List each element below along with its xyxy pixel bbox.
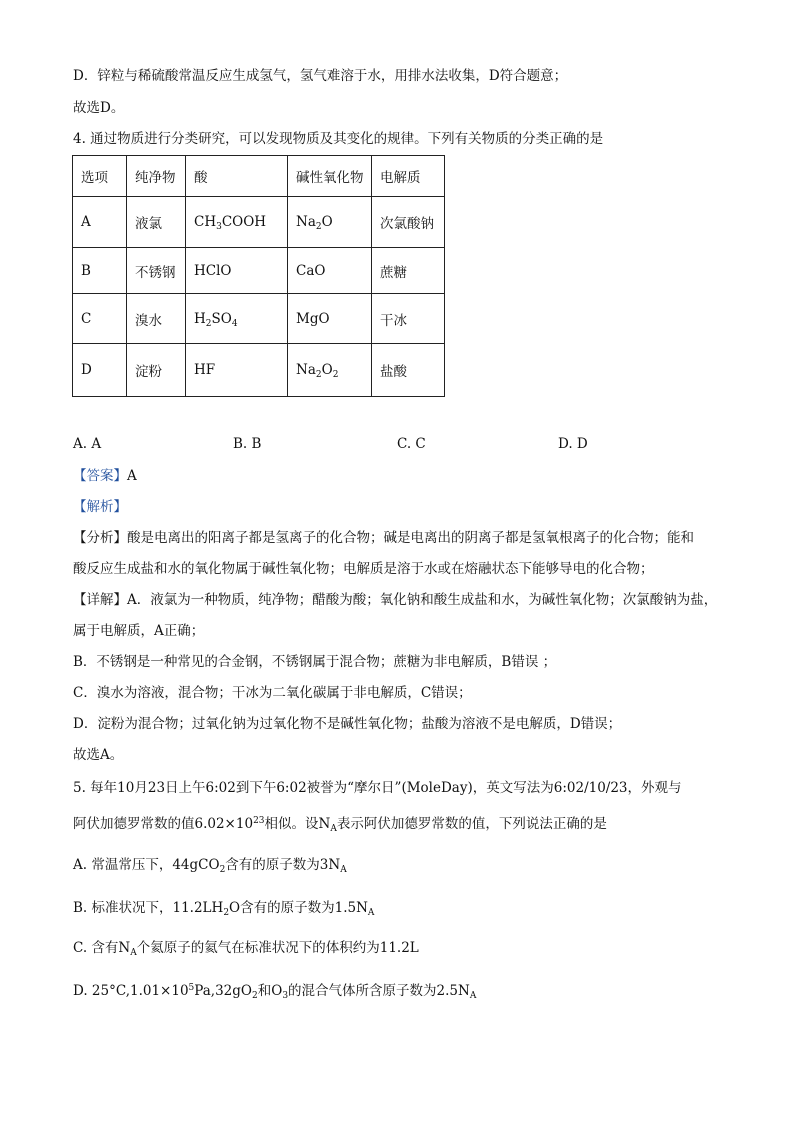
formula-text: Na <box>296 214 316 230</box>
option-text: D. 25°C,1.01×10 <box>73 983 189 999</box>
option-text: C. 含有N <box>73 940 131 956</box>
basic-oxide-cell: MgO <box>288 294 372 344</box>
electrolyte-cell: 盐酸 <box>372 344 445 397</box>
table-row <box>73 294 445 344</box>
stem-subscript: A <box>330 824 337 834</box>
stem-text: 阿伏加德罗常数的值6.02×10 <box>73 816 254 832</box>
q5-option-a <box>73 855 347 875</box>
acid-cell <box>186 294 288 344</box>
pure-substance-cell: 淀粉 <box>127 344 186 397</box>
option-text: 和O <box>257 983 283 999</box>
answer-label: 【答案】 <box>73 468 127 484</box>
option-text: 的混合气体所含原子数为2.5N <box>288 983 470 999</box>
q3-conclusion: 故选D。 <box>73 100 125 116</box>
formula-text: SO <box>211 310 232 327</box>
acid-cell: HClO <box>186 248 288 294</box>
option-subscript: 2 <box>219 865 226 875</box>
formula-subscript: 3 <box>216 222 222 232</box>
option-subscript: A <box>367 908 375 918</box>
formula-subscript: 2 <box>332 370 339 380</box>
pure-substance-cell: 液氯 <box>127 197 186 248</box>
xiangjie-line: 故选A。 <box>73 747 124 763</box>
pure-substance-cell: 不锈钢 <box>127 248 186 294</box>
q5-stem-line2 <box>73 814 607 834</box>
answer-line <box>73 466 137 486</box>
acid-cell <box>186 197 288 248</box>
table-row <box>73 197 445 248</box>
option-text: 个氦原子的氦气在标准状况下的体积约为11.2L <box>136 940 419 956</box>
formula-subscript: 2 <box>205 318 212 329</box>
electrolyte-cell: 干冰 <box>372 294 445 344</box>
option-cell: D <box>73 344 127 397</box>
stem-text: 相似。设N <box>264 816 331 832</box>
answer-value: A <box>127 468 137 484</box>
formula-subscript: 2 <box>315 370 322 380</box>
q5-stem-line1: 5. 每年10月23日上午6:02到下午6:02被誉为“摩尔日”(MoleDay)，英文写法为6:02/10/23，外观与 <box>73 780 682 796</box>
option-cell: A <box>73 197 127 248</box>
xiangjie-line: 属于电解质，A正确； <box>73 623 205 639</box>
xiangjie-line: 【详解】A．液氯为一种物质，纯净物；醋酸为酸；氧化钠和酸生成盐和水，为碱性氧化物；次氯酸钠为盐， <box>73 592 718 608</box>
q5-option-b <box>73 898 374 918</box>
option-text: Pa,32gO <box>194 983 252 999</box>
table-header-row <box>73 156 445 197</box>
q4-stem: 4. 通过物质进行分类研究，可以发现物质及其变化的规律。下列有关物质的分类正确的是 <box>73 131 604 147</box>
table-row <box>73 248 445 294</box>
fenxi-line: 酸反应生成盐和水的氧化物属于碱性氧化物；电解质是溶于水或在熔融状态下能够导电的化合物； <box>73 561 654 577</box>
option-cell: B <box>73 248 127 294</box>
formula-subscript: 4 <box>231 318 238 329</box>
acid-cell: HF <box>186 344 288 397</box>
formula-text: CH <box>194 214 217 230</box>
basic-oxide-cell <box>288 197 372 248</box>
xiangjie-line: D．淀粉为混合物；过氧化钠为过氧化物不是碱性氧化物；盐酸为溶液不是电解质，D错误； <box>73 716 622 732</box>
analysis-label: 【解析】 <box>73 499 127 515</box>
formula-text: Na <box>296 362 316 378</box>
q4-option-b: B. B <box>233 436 262 452</box>
formula-subscript: 2 <box>315 222 322 232</box>
table-row <box>73 344 445 397</box>
xiangjie-line: C．溴水为溶液，混合物；干冰为二氧化碳属于非电解质，C错误； <box>73 685 472 701</box>
q5-option-c <box>73 938 419 958</box>
option-subscript: 2 <box>223 908 230 918</box>
header-cell: 碱性氧化物 <box>288 156 372 197</box>
classification-table <box>72 155 445 397</box>
formula-text: COOH <box>221 214 267 230</box>
option-text: O含有的原子数为1.5N <box>229 900 368 916</box>
formula-text: O <box>321 214 333 230</box>
header-cell: 选项 <box>73 156 127 197</box>
q4-option-d: D. D <box>558 436 588 452</box>
option-cell: C <box>73 294 127 344</box>
option-text: B. 标准状况下，11.2LH <box>73 900 224 916</box>
formula-text: H <box>194 310 206 327</box>
q4-option-c: C. C <box>397 436 426 452</box>
xiangjie-line: B．不锈钢是一种常见的合金钢，不锈钢属于混合物；蔗糖为非电解质，B错误 ； <box>73 654 557 670</box>
formula-text: O <box>321 362 333 378</box>
option-subscript: A <box>469 991 477 1001</box>
option-subscript: 2 <box>252 991 258 1001</box>
option-text: A. 常温常压下，44gCO <box>73 857 220 873</box>
option-subscript: A <box>340 865 347 875</box>
fenxi-line: 【分析】酸是电离出的阳离子都是氢离子的化合物；碱是电离出的阴离子都是氢氧根离子的化合物；能和 <box>73 530 694 546</box>
basic-oxide-cell: CaO <box>288 248 372 294</box>
electrolyte-cell: 蔗糖 <box>372 248 445 294</box>
pure-substance-cell: 溴水 <box>127 294 186 344</box>
basic-oxide-cell <box>288 344 372 397</box>
option-text: 含有的原子数为3N <box>225 857 341 873</box>
stem-text: 表示阿伏加德罗常数的值，下列说法正确的是 <box>336 816 607 832</box>
option-subscript: 3 <box>282 991 289 1001</box>
q5-option-d <box>73 981 476 1001</box>
electrolyte-cell: 次氯酸钠 <box>372 197 445 248</box>
header-cell: 电解质 <box>372 156 445 197</box>
q3-option-d-explanation: D．锌粒与稀硫酸常温反应生成氢气，氢气难溶于水，用排水法收集，D符合题意； <box>73 68 568 84</box>
q4-option-a: A. A <box>73 436 102 452</box>
option-subscript: A <box>130 948 137 958</box>
header-cell: 纯净物 <box>127 156 186 197</box>
stem-superscript: 23 <box>253 816 265 826</box>
header-cell: 酸 <box>186 156 288 197</box>
option-superscript: 5 <box>188 983 195 993</box>
